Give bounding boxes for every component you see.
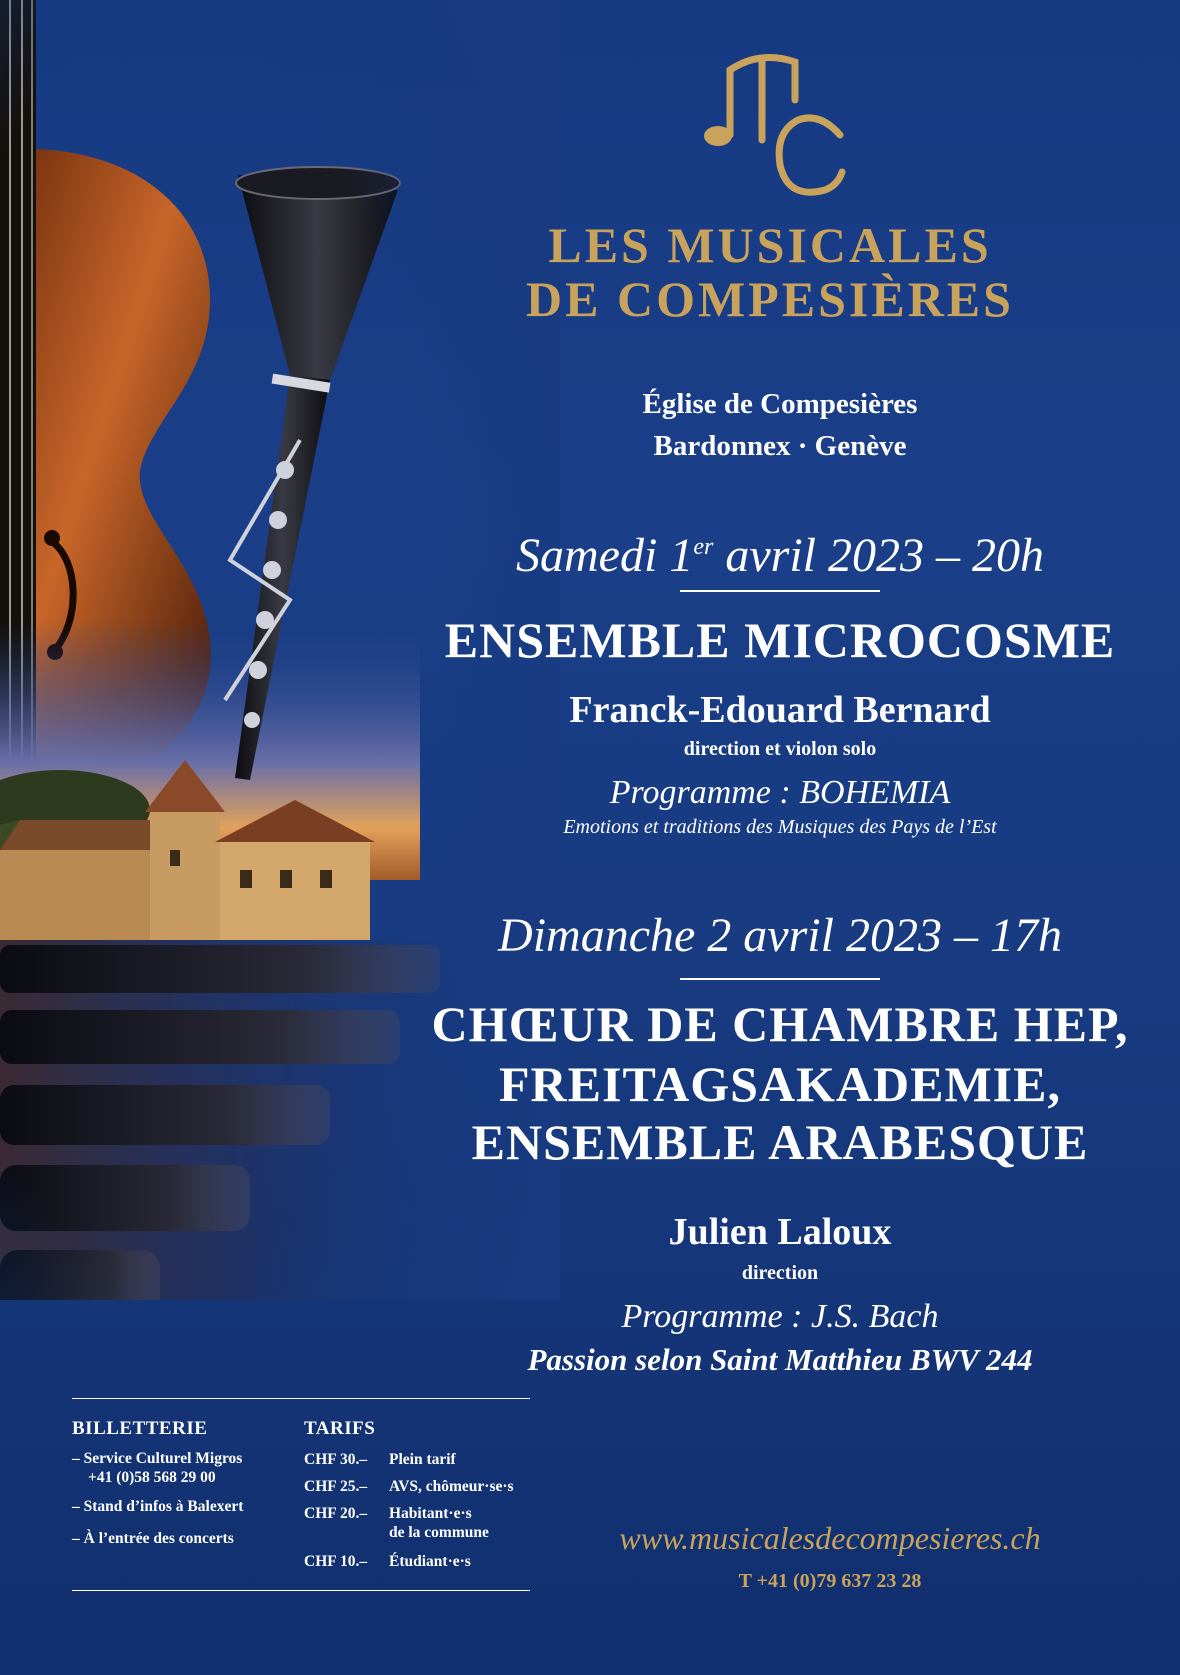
info-bottom-rule [72,1590,530,1591]
tarif-price: CHF 20.– [304,1505,368,1522]
tarif-label-line2: de la commune [389,1524,489,1541]
concert2-role: direction [741,1262,819,1284]
info-top-rule [72,1398,530,1399]
billetterie-item: – À l’entrée des concerts [72,1530,234,1547]
tarif-price: CHF 30.– [304,1451,368,1468]
divider [680,590,880,592]
phone-number: T +41 (0)79 637 23 28 [738,1570,922,1592]
music-note-c-logo-icon [700,40,860,210]
concert2-conductor: Julien Laloux [668,1211,892,1253]
tarif-label: AVS, chômeur·se·s [389,1478,514,1495]
tarif-label: Étudiant·e·s [389,1553,471,1570]
tarif-label: Plein tarif [389,1451,456,1468]
tarifs-heading: TARIFS [304,1418,376,1439]
concert2-programme: Programme : J.S. Bach [621,1298,939,1335]
festival-title-line1: LES MUSICALES [548,217,992,273]
concert1-ensemble: ENSEMBLE MICROCOSME [444,612,1116,668]
website-link[interactable]: www.musicalesdecompesieres.ch [619,1520,1041,1556]
venue-line2: Bardonnex · Genève [653,430,907,462]
concert1-programme-subtitle: Emotions et traditions des Musiques des Pays de l’Est [563,816,997,838]
billetterie-phone: +41 (0)58 568 29 00 [88,1469,216,1486]
tarif-price: CHF 25.– [304,1478,368,1495]
billetterie-heading: BILLETTERIE [72,1418,208,1439]
venue-line1: Église de Compesières [642,388,918,420]
concert2-work: Passion selon Saint Matthieu BWV 244 [527,1342,1033,1377]
tarif-label: Habitant·e·s [389,1505,472,1522]
tarif-price: CHF 10.– [304,1553,368,1570]
divider [680,978,880,980]
concert1-programme: Programme : BOHEMIA [609,774,951,811]
festival-title-line2: DE COMPESIÈRES [526,271,1014,327]
billetterie-item: – Stand d’infos à Balexert [72,1498,244,1515]
billetterie-item: – Service Culturel Migros [72,1450,243,1467]
concert2-ensemble-line3: ENSEMBLE ARABESQUE [471,1114,1089,1170]
concert1-conductor: Franck-Edouard Bernard [569,689,991,731]
concert2-ensemble-line1: CHŒUR DE CHAMBRE HEP, [431,996,1129,1052]
concert1-role: direction et violon solo [683,738,877,760]
concert2-date: Dimanche 2 avril 2023 – 17h [498,909,1062,962]
concert2-ensemble-line2: FREITAGSAKADEMIE, [499,1056,1061,1112]
concert1-date: Samedi 1er avril 2023 – 20h [516,529,1044,582]
